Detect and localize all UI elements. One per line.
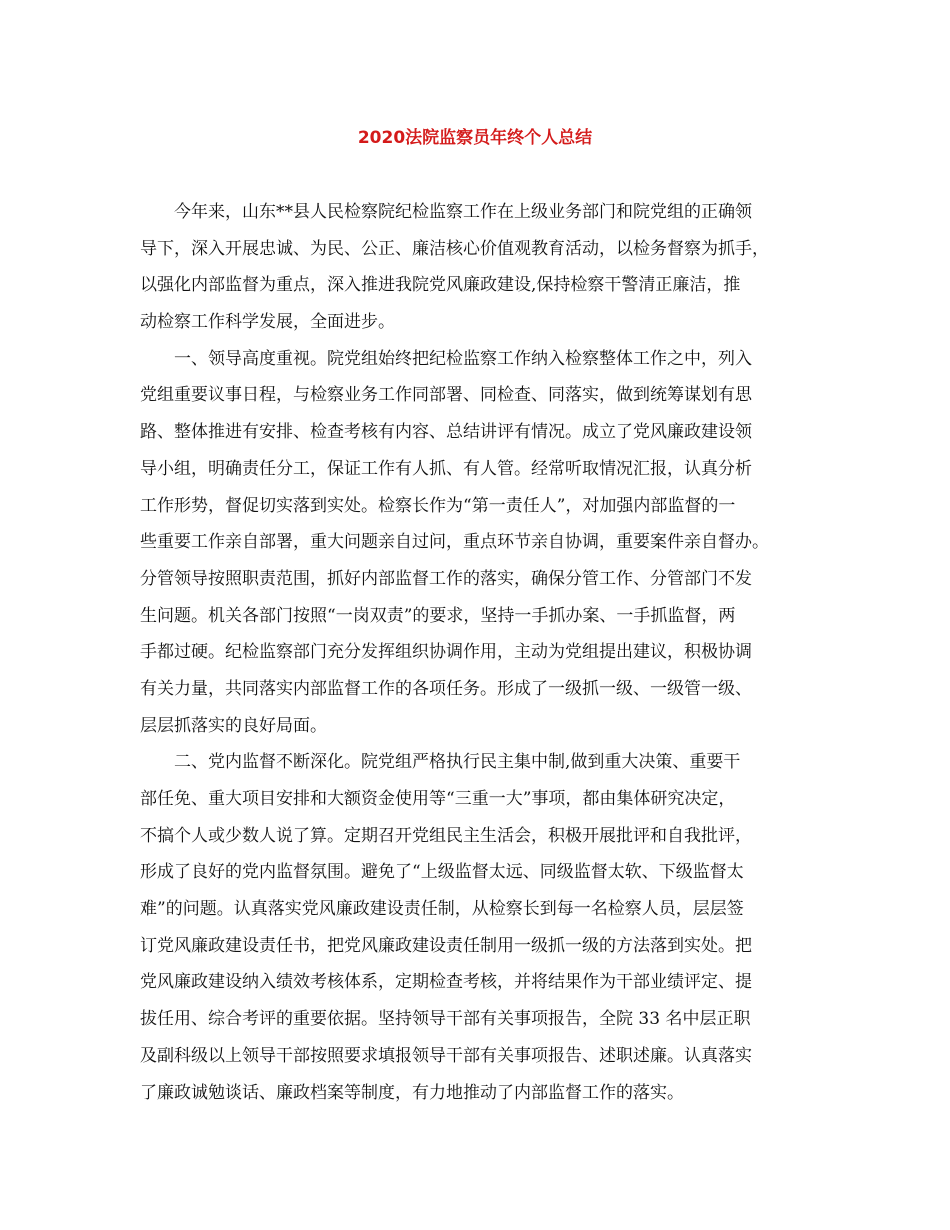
paragraph-2-line-3: 路、整体推进有安排、检查考核有内容、总结讲评有情况。成立了党风廉政建设领: [140, 422, 752, 443]
paragraph-2-line-8: 生问题。机关各部门按照“一岗双责”的要求，坚持一手抓办案、一手抓监督，两: [140, 605, 736, 626]
paragraph-2-line-5: 工作形势，督促切实落到实处。检察长作为“第一责任人”，对加强内部监督的一: [140, 495, 736, 516]
paragraph-3-line-3: 不搞个人或少数人说了算。定期召开党组民主生活会，积极开展批评和自我批评，: [140, 825, 752, 846]
paragraph-3-line-2: 部任免、重大项目安排和大额资金使用等“三重一大”事项，都由集体研究决定，: [140, 789, 736, 809]
paragraph-2-line-11: 层层抓落实的良好局面。: [140, 715, 327, 736]
paragraph-2-line-7: 分管领导按照职责范围，抓好内部监督工作的落实，确保分管工作、分管部门不发: [140, 568, 752, 589]
paragraph-3-line-1: 二、党内监督不断深化。院党组严格执行民主集中制,做到重大决策、重要干: [174, 752, 741, 773]
paragraph-3-line-5: 难”的问题。认真落实党风廉政建设责任制，从检察长到每一名检察人员，层层签: [140, 899, 744, 920]
paragraph-3-line-8: 拔任用、综合考评的重要依据。坚持领导干部有关事项报告，全院 33 名中层正职: [140, 1009, 751, 1030]
paragraph-2-line-9: 手都过硬。纪检监察部门充分发挥组织协调作用，主动为党组提出建议，积极协调: [140, 642, 752, 663]
paragraph-3-line-10: 了廉政诚勉谈话、廉政档案等制度，有力地推动了内部监督工作的落实。: [140, 1082, 684, 1103]
paragraph-3-line-4: 形成了良好的党内监督氛围。避免了“上级监督太远、同级监督太软、下级监督太: [140, 862, 744, 883]
paragraph-3-line-9: 及副科级以上领导干部按照要求填报领导干部有关事项报告、述职述廉。认真落实: [140, 1045, 752, 1066]
paragraph-1-line-1: 今年来，山东**县人民检察院纪检监察工作在上级业务部门和院党组的正确领: [174, 202, 752, 222]
paragraph-1-line-4: 动检察工作科学发展，全面进步。: [140, 312, 395, 333]
paragraph-2-line-4: 导小组，明确责任分工，保证工作有人抓、有人管。经常听取情况汇报，认真分析: [140, 458, 752, 479]
paragraph-2-line-1: 一、领导高度重视。院党组始终把纪检监察工作纳入检察整体工作之中，列入: [174, 348, 752, 369]
paragraph-1-line-3: 以强化内部监督为重点，深入推进我院党风廉政建设,保持检察干警清正廉洁，推: [140, 275, 741, 296]
document-title: 2020法院监察员年终个人总结: [357, 128, 593, 148]
paragraph-1-line-2: 导下，深入开展忠诚、为民、公正、廉洁核心价值观教育活动，以检务督察为抓手，: [140, 238, 769, 259]
paragraph-2-line-6: 些重要工作亲自部署，重大问题亲自过问，重点环节亲自协调，重要案件亲自督办。: [140, 532, 769, 553]
document-body: [140, 194, 830, 1111]
paragraph-3-line-6: 订党风廉政建设责任书，把党风廉政建设责任制用一级抓一级的方法落到实处。把: [140, 935, 752, 956]
paragraph-2-line-10: 有关力量，共同落实内部监督工作的各项任务。形成了一级抓一级、一级管一级、: [140, 678, 752, 699]
paragraph-3-line-7: 党风廉政建设纳入绩效考核体系，定期检查考核，并将结果作为干部业绩评定、提: [140, 972, 752, 993]
paragraph-2-line-2: 党组重要议事日程，与检察业务工作同部署、同检查、同落实，做到统筹谋划有思: [140, 385, 752, 406]
